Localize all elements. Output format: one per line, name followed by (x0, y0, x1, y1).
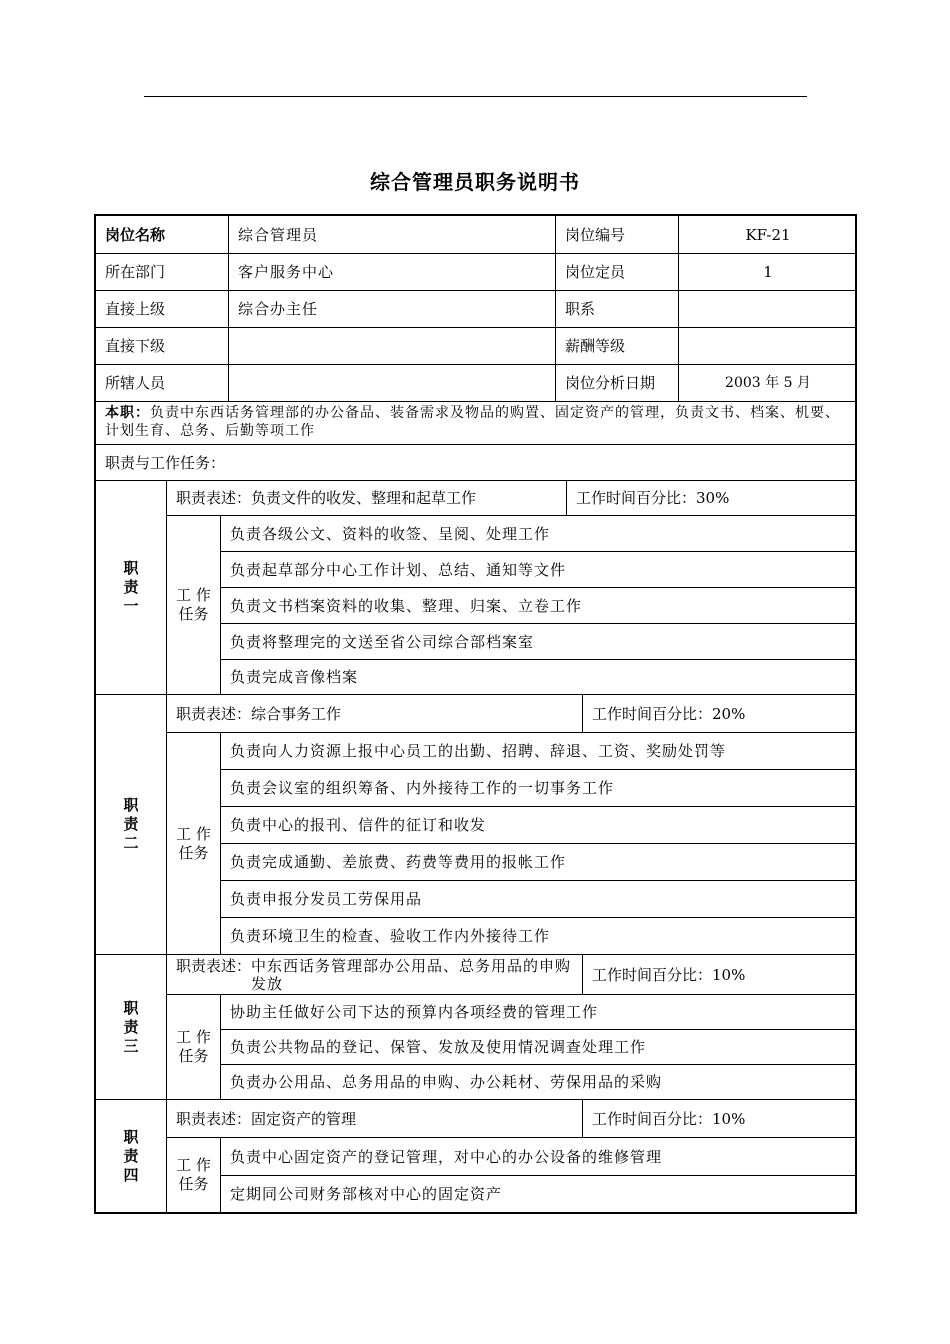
duty-3-task: 协助主任做好公司下达的预算内各项经费的管理工作 (221, 995, 857, 1030)
duty-3-description: 职责表述： 中东西话务管理部办公用品、总务用品的申购发放 (167, 955, 583, 995)
value-department: 客户服务中心 (229, 254, 556, 291)
duty-3-time-percent: 工作时间百分比：10% (583, 955, 857, 995)
duty-2-task: 负责完成通勤、差旅费、药费等费用的报帐工作 (221, 844, 857, 881)
duty-4-task: 负责中心固定资产的登记管理，对中心的办公设备的维修管理 (221, 1138, 857, 1176)
header-rule (144, 96, 807, 97)
duty-1-label: 职 责 一 (96, 481, 167, 695)
value-position-code: KF-21 (679, 216, 857, 254)
label-department: 所在部门 (96, 254, 229, 291)
value-superior: 综合办主任 (229, 291, 556, 328)
duty-1-task: 负责完成音像档案 (221, 660, 857, 695)
duty-3-label: 职 责 三 (96, 955, 167, 1100)
duty-3-task: 负责办公用品、总务用品的申购、办公耗材、劳保用品的采购 (221, 1065, 857, 1100)
value-series (679, 291, 857, 328)
value-subordinate (229, 328, 556, 365)
duty-2-task: 负责环境卫生的检查、验收工作内外接待工作 (221, 918, 857, 955)
duty-3-task-label: 工 作 任务 (167, 995, 221, 1100)
duty-1-task: 负责起草部分中心工作计划、总结、通知等文件 (221, 552, 857, 588)
label-position-code: 岗位编号 (556, 216, 679, 254)
label-quota: 岗位定员 (556, 254, 679, 291)
duty-4-task: 定期同公司财务部核对中心的固定资产 (230, 1185, 503, 1203)
duty-2-task: 负责申报分发员工劳保用品 (221, 881, 857, 918)
job-description-table (94, 214, 857, 1214)
label-superior: 直接上级 (96, 291, 229, 328)
label-subordinate: 直接下级 (96, 328, 229, 365)
duty-1-task-label: 工 作 任务 (167, 516, 221, 695)
duty-2-description: 职责表述：综合事务工作 (167, 695, 583, 733)
label-analysis-date: 岗位分析日期 (556, 365, 679, 402)
duty-1-description: 职责表述：负责文件的收发、整理和起草工作 (167, 481, 567, 516)
duty-4-description: 职责表述：固定资产的管理 (167, 1100, 583, 1138)
duty-2-task: 负责中心的报刊、信件的征订和收发 (221, 807, 857, 844)
tasks-heading: 职责与工作任务： (96, 445, 857, 481)
duty-4-task-label: 工 作 任务 (167, 1138, 221, 1212)
duty-3-task: 负责公共物品的登记、保管、发放及使用情况调查处理工作 (221, 1030, 857, 1065)
value-analysis-date: 2003 年 5 月 (679, 365, 857, 402)
duty-2-task-label: 工 作 任务 (167, 733, 221, 955)
duty-4-time-percent: 工作时间百分比：10% (583, 1100, 857, 1138)
duty-2-task: 负责向人力资源上报中心员工的出勤、招聘、辞退、工资、奖励处罚等 (221, 733, 857, 770)
duty-1-time-percent: 工作时间百分比：30% (567, 481, 857, 516)
label-position-name: 岗位名称 (96, 216, 229, 254)
value-position-name: 综合管理员 (229, 216, 556, 254)
duty-2-time-percent: 工作时间百分比：20% (583, 695, 857, 733)
duty-2-task: 负责会议室的组织筹备、内外接待工作的一切事务工作 (221, 770, 857, 807)
value-salary-grade (679, 328, 857, 365)
main-duty-row (96, 402, 857, 445)
value-managed-staff (229, 365, 556, 402)
duty-4-label: 职 责 四 (96, 1100, 167, 1212)
duty-1-task: 负责将整理完的文送至省公司综合部档案室 (221, 624, 857, 660)
label-series: 职系 (556, 291, 679, 328)
duty-1-task: 负责各级公文、资料的收签、呈阅、处理工作 (221, 516, 857, 552)
duty-1-task: 负责文书档案资料的收集、整理、归案、立卷工作 (221, 588, 857, 624)
document-title: 综合管理员职务说明书 (370, 170, 580, 194)
label-managed-staff: 所辖人员 (96, 365, 229, 402)
label-salary-grade: 薪酬等级 (556, 328, 679, 365)
main-duty-text: 负责中东西话务管理部的办公备品、装备需求及物品的购置、固定资产的管理，负责文书、档案、机要、计划生育、总务、后勤等项工作 (105, 405, 840, 439)
value-quota: 1 (679, 254, 857, 291)
main-duty-label: 本职： (105, 405, 150, 421)
duty-2-label: 职 责 二 (96, 695, 167, 955)
